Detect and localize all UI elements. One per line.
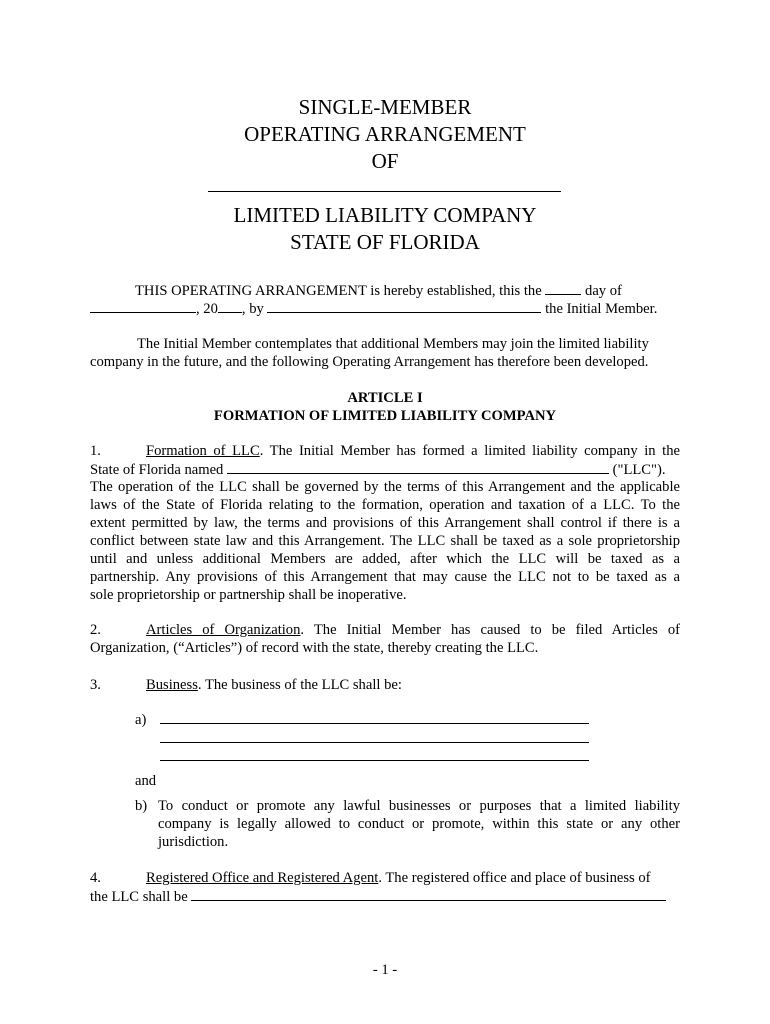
initial-member-blank[interactable] — [267, 299, 541, 313]
llc-name-label: State of Florida named — [90, 462, 224, 478]
intro-line-1 — [135, 281, 622, 300]
section-4-text: . The registered office and place of business of — [378, 870, 651, 886]
section-3-text: . The business of the LLC shall be: — [197, 677, 402, 693]
section-2-text: . The Initial Member has caused to be filed Articles of — [300, 622, 680, 638]
item-b-line-1: To conduct or promote any lawful businesses or purposes that a limited liability — [158, 798, 680, 814]
section-4-line-2 — [90, 887, 666, 906]
registered-office-label: the LLC shall be — [90, 889, 188, 905]
registered-office-blank[interactable] — [191, 887, 666, 901]
and-text: and — [135, 773, 157, 789]
business-blank-3[interactable] — [160, 760, 589, 761]
section-1-body-line: until and unless additional Members are added, after which the LLC will be taxed as a — [90, 551, 680, 567]
title-line-5: STATE OF FLORIDA — [290, 230, 480, 254]
article-heading: FORMATION OF LIMITED LIABILITY COMPANY — [213, 408, 557, 424]
section-3-heading: Business — [146, 677, 198, 693]
intro-text-3: , 20 — [196, 301, 218, 317]
llc-name-blank[interactable] — [227, 460, 609, 474]
section-4-number: 4. — [90, 870, 101, 886]
item-b-line-2: company is legally allowed to conduct or promote, within this state or any other — [158, 816, 680, 832]
item-b-label: b) — [135, 798, 148, 814]
intro-text-2: day of — [585, 283, 622, 299]
section-1-body-line: partnership. Any provisions of this Arrangement that may cause the LLC not to be taxed as a — [90, 569, 680, 585]
section-1-heading: Formation of LLC — [146, 443, 260, 459]
section-1-text: . The Initial Member has formed a limited liability company in the — [259, 443, 680, 459]
contemplation-line-1: The Initial Member contemplates that additional Members may join the limited liability — [137, 336, 649, 352]
llc-abbrev: ("LLC"). — [612, 462, 666, 478]
item-a-label: a) — [135, 712, 147, 728]
business-blank-2[interactable] — [160, 742, 589, 743]
item-b-line-3: jurisdiction. — [158, 834, 229, 850]
company-name-blank[interactable] — [208, 191, 561, 192]
section-2-heading: Articles of Organization — [146, 622, 301, 638]
intro-text-4: , by — [241, 301, 264, 317]
contemplation-line-2: company in the future, and the following Operating Arrangement has therefore been developed. — [90, 354, 649, 370]
section-2-number: 2. — [90, 622, 101, 638]
section-4-heading: Registered Office and Registered Agent — [146, 870, 379, 886]
section-1-body-line: sole proprietorship or partnership shall be inoperative. — [90, 587, 407, 603]
article-number: ARTICLE I — [347, 390, 423, 406]
title-line-2: OPERATING ARRANGEMENT — [244, 122, 526, 146]
section-4-line-1 — [90, 869, 651, 887]
section-1-number: 1. — [90, 443, 101, 459]
business-blank-1[interactable] — [160, 723, 589, 724]
page-number: - 1 - — [372, 962, 398, 978]
section-3-line-1 — [90, 676, 402, 694]
month-blank[interactable] — [90, 299, 196, 313]
section-2-line-2: Organization, (“Articles”) of record with the state, thereby creating the LLC. — [90, 640, 539, 656]
title-line-3: OF — [371, 149, 399, 173]
section-1-body-line: extent permitted by law, the terms and provisions of this Arrangement shall control if there is a — [90, 515, 680, 531]
title-line-1: SINGLE-MEMBER — [298, 95, 472, 119]
year-blank[interactable] — [218, 299, 242, 313]
section-1-body-line: The operation of the LLC shall be governed by the terms of this Arrangement and the applicable — [90, 479, 680, 495]
section-3-number: 3. — [90, 677, 101, 693]
intro-line-2 — [90, 299, 657, 318]
section-2-line-1 — [90, 621, 680, 639]
title-line-4: LIMITED LIABILITY COMPANY — [233, 203, 537, 227]
intro-text-5: the Initial Member. — [545, 301, 658, 317]
day-blank[interactable] — [545, 281, 581, 295]
section-1-line-2 — [90, 460, 666, 479]
section-1-body-line: laws of the State of Florida relating to the formation, operation and taxation of a LLC. To the — [90, 497, 680, 513]
section-1-body-line: conflict between state law and this Arrangement. The LLC shall be taxed as a sole proprietorship — [90, 533, 680, 549]
section-1-line-1 — [90, 442, 680, 460]
intro-text-1: THIS OPERATING ARRANGEMENT is hereby established, this the — [135, 283, 542, 299]
